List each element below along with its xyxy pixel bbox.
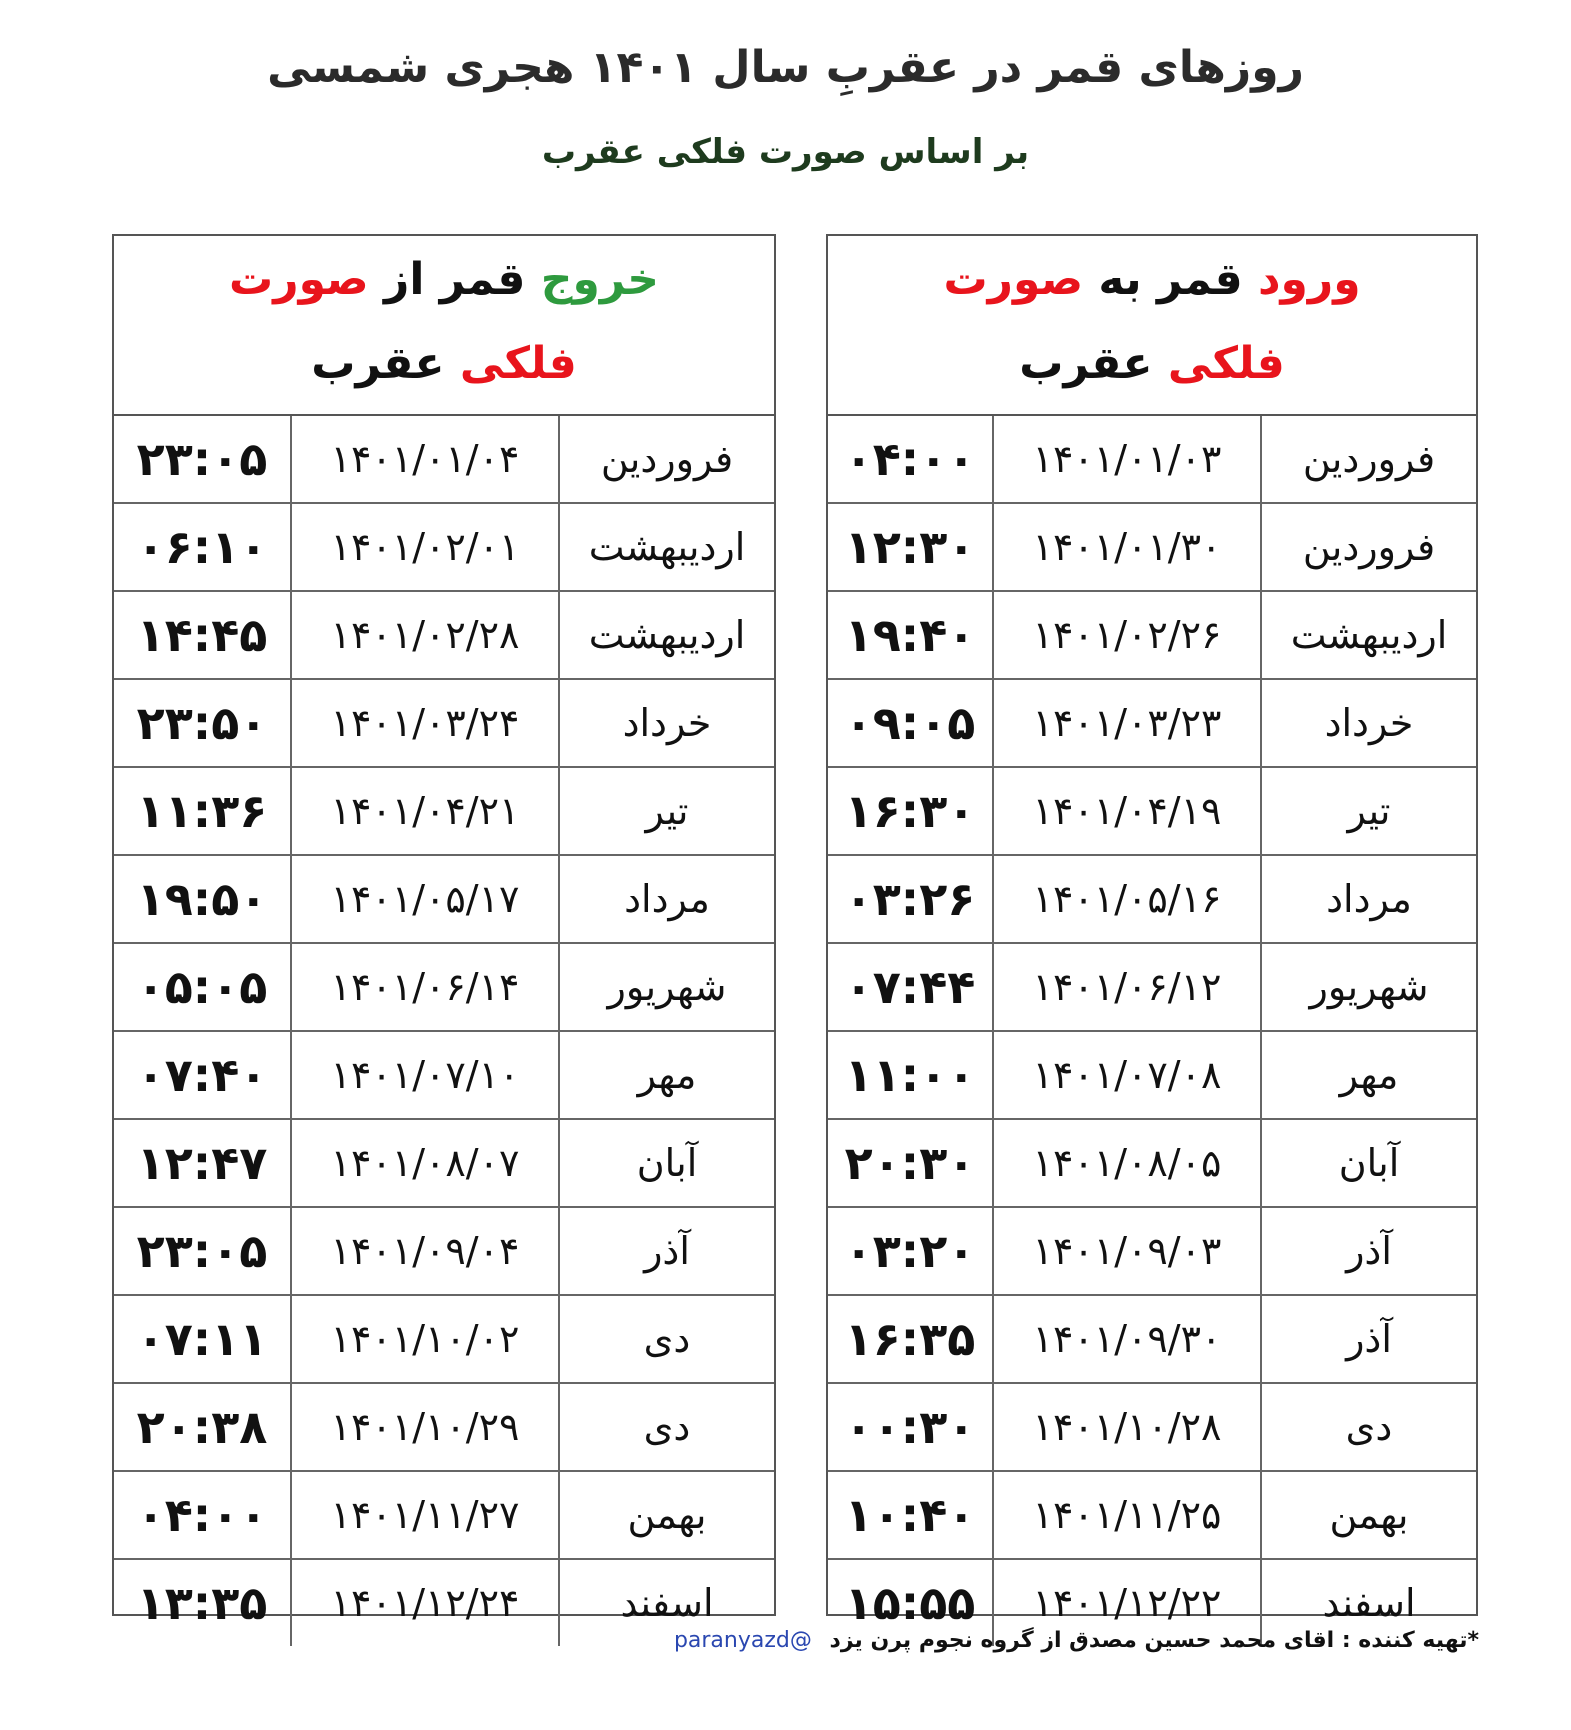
month-cell: اردیبهشت: [559, 591, 774, 679]
time-cell: ۱۲:۳۰: [828, 503, 993, 591]
entry-table-header: [828, 236, 1476, 416]
table-row: [114, 1119, 774, 1207]
table-row: [114, 1031, 774, 1119]
time-cell: ۰۳:۲۰: [828, 1207, 993, 1295]
table-row: [828, 1031, 1476, 1119]
date-cell: ۱۴۰۱/۰۹/۰۴: [291, 1207, 559, 1295]
exit-head-word2: قمر از: [384, 254, 526, 305]
table-row: [114, 503, 774, 591]
time-cell: ۱۹:۵۰: [114, 855, 291, 943]
table-row: [828, 1471, 1476, 1559]
time-cell: ۱۱:۳۶: [114, 767, 291, 855]
date-cell: ۱۴۰۱/۰۱/۰۴: [291, 416, 559, 503]
month-cell: آذر: [1261, 1295, 1476, 1383]
month-cell: مرداد: [559, 855, 774, 943]
table-row: [828, 1207, 1476, 1295]
table-row: [114, 943, 774, 1031]
month-cell: شهریور: [559, 943, 774, 1031]
table-row: [114, 1295, 774, 1383]
month-cell: آبان: [1261, 1119, 1476, 1207]
time-cell: ۱۰:۴۰: [828, 1471, 993, 1559]
time-cell: ۱۱:۰۰: [828, 1031, 993, 1119]
date-cell: ۱۴۰۱/۰۷/۱۰: [291, 1031, 559, 1119]
month-cell: آبان: [559, 1119, 774, 1207]
entry-table: [828, 416, 1476, 1646]
time-cell: ۰۴:۰۰: [828, 416, 993, 503]
month-cell: فروردین: [1261, 416, 1476, 503]
time-cell: ۱۲:۴۷: [114, 1119, 291, 1207]
date-cell: ۱۴۰۱/۱۱/۲۵: [993, 1471, 1261, 1559]
date-cell: ۱۴۰۱/۰۲/۲۶: [993, 591, 1261, 679]
time-cell: ۲۳:۵۰: [114, 679, 291, 767]
exit-table: [114, 416, 774, 1646]
date-cell: ۱۴۰۱/۰۲/۰۱: [291, 503, 559, 591]
date-cell: ۱۴۰۱/۰۹/۰۳: [993, 1207, 1261, 1295]
table-row: [828, 591, 1476, 679]
page-subtitle: بر اساس صورت فلکی عقرب: [541, 132, 1030, 172]
time-cell: ۲۳:۰۵: [114, 416, 291, 503]
time-cell: ۰۴:۰۰: [114, 1471, 291, 1559]
exit-head-word1: خروج: [540, 254, 659, 305]
month-cell: مهر: [559, 1031, 774, 1119]
date-cell: ۱۴۰۱/۱۰/۲۹: [291, 1383, 559, 1471]
time-cell: ۰۷:۱۱: [114, 1295, 291, 1383]
month-cell: بهمن: [1261, 1471, 1476, 1559]
time-cell: ۰۹:۰۵: [828, 679, 993, 767]
time-cell: ۲۰:۳۸: [114, 1383, 291, 1471]
date-cell: ۱۴۰۱/۰۶/۱۴: [291, 943, 559, 1031]
date-cell: ۱۴۰۱/۰۴/۱۹: [993, 767, 1261, 855]
month-cell: فروردین: [559, 416, 774, 503]
exit-head-word5: عقرب: [311, 338, 445, 389]
month-cell: فروردین: [1261, 503, 1476, 591]
month-cell: خرداد: [1261, 679, 1476, 767]
month-cell: شهریور: [1261, 943, 1476, 1031]
date-cell: ۱۴۰۱/۰۱/۰۳: [993, 416, 1261, 503]
table-row: [828, 679, 1476, 767]
date-cell: ۱۴۰۱/۰۵/۱۷: [291, 855, 559, 943]
date-cell: ۱۴۰۱/۰۱/۳۰: [993, 503, 1261, 591]
table-row: [828, 416, 1476, 503]
month-cell: تیر: [1261, 767, 1476, 855]
entry-head-word3: صورت: [943, 254, 1084, 305]
entry-head-word4: فلکی: [1167, 338, 1285, 389]
date-cell: ۱۴۰۱/۰۷/۰۸: [993, 1031, 1261, 1119]
month-cell: دی: [1261, 1383, 1476, 1471]
date-cell: ۱۴۰۱/۰۸/۰۷: [291, 1119, 559, 1207]
date-cell: ۱۴۰۱/۰۸/۰۵: [993, 1119, 1261, 1207]
exit-head-word4: فلکی: [459, 338, 577, 389]
table-row: [828, 1295, 1476, 1383]
time-cell: ۰۶:۱۰: [114, 503, 291, 591]
month-cell: دی: [559, 1383, 774, 1471]
page-title: روزهای قمر در عقربِ سال ۱۴۰۱ هجری شمسی: [267, 42, 1304, 93]
table-row: [114, 416, 774, 503]
table-row: [114, 591, 774, 679]
month-cell: آذر: [1261, 1207, 1476, 1295]
time-cell: ۰۷:۴۴: [828, 943, 993, 1031]
time-cell: ۰۵:۰۵: [114, 943, 291, 1031]
table-row: [114, 767, 774, 855]
date-cell: ۱۴۰۱/۰۳/۲۴: [291, 679, 559, 767]
entry-head-word2: قمر به: [1098, 254, 1243, 305]
time-cell: ۲۳:۰۵: [114, 1207, 291, 1295]
exit-head-word3: صورت: [229, 254, 369, 305]
month-cell: آذر: [559, 1207, 774, 1295]
table-row: [828, 855, 1476, 943]
month-cell: اسفند: [559, 1559, 774, 1646]
table-row: [828, 943, 1476, 1031]
date-cell: ۱۴۰۱/۰۲/۲۸: [291, 591, 559, 679]
table-row: [114, 1383, 774, 1471]
month-cell: مرداد: [1261, 855, 1476, 943]
exit-table-header: [114, 236, 774, 416]
table-row: [114, 855, 774, 943]
table-row: [828, 1383, 1476, 1471]
date-cell: ۱۴۰۱/۱۰/۰۲: [291, 1295, 559, 1383]
month-cell: اسفند: [1261, 1559, 1476, 1646]
month-cell: اردیبهشت: [1261, 591, 1476, 679]
time-cell: ۰۳:۲۶: [828, 855, 993, 943]
month-cell: بهمن: [559, 1471, 774, 1559]
date-cell: ۱۴۰۱/۱۲/۲۲: [993, 1559, 1261, 1646]
date-cell: ۱۴۰۱/۱۲/۲۴: [291, 1559, 559, 1646]
date-cell: ۱۴۰۱/۰۵/۱۶: [993, 855, 1261, 943]
month-cell: خرداد: [559, 679, 774, 767]
table-row: [114, 1207, 774, 1295]
table-row: [828, 503, 1476, 591]
time-cell: ۱۶:۳۵: [828, 1295, 993, 1383]
time-cell: ۱۵:۵۵: [844, 1576, 976, 1630]
date-cell: ۱۴۰۱/۱۱/۲۷: [291, 1471, 559, 1559]
date-cell: ۱۴۰۱/۰۴/۲۱: [291, 767, 559, 855]
entry-head-word5: عقرب: [1019, 338, 1153, 389]
footer-credit-text: *تهیه کننده : اقای محمد حسین مصدق از گروه نجوم پرن یزد: [829, 1628, 1479, 1653]
table-row: [828, 767, 1476, 855]
date-cell: ۱۴۰۱/۱۰/۲۸: [993, 1383, 1261, 1471]
month-cell: مهر: [1261, 1031, 1476, 1119]
time-cell: ۱۶:۳۰: [828, 767, 993, 855]
time-cell: ۰۰:۳۰: [828, 1383, 993, 1471]
table-row: [114, 1471, 774, 1559]
entry-table-panel: [826, 234, 1478, 1630]
date-cell: ۱۴۰۱/۰۳/۲۳: [993, 679, 1261, 767]
date-cell: ۱۴۰۱/۰۹/۳۰: [993, 1295, 1261, 1383]
table-row: [114, 679, 774, 767]
exit-table-panel: [112, 234, 776, 1630]
month-cell: تیر: [559, 767, 774, 855]
month-cell: اردیبهشت: [559, 503, 774, 591]
time-cell: ۰۷:۴۰: [114, 1031, 291, 1119]
time-cell: ۲۰:۳۰: [828, 1119, 993, 1207]
time-cell: ۱۴:۴۵: [114, 591, 291, 679]
time-cell: ۱۹:۴۰: [828, 591, 993, 679]
time-cell: ۱۳:۳۵: [136, 1576, 268, 1630]
entry-head-word1: ورود: [1257, 254, 1361, 305]
footer-handle[interactable]: @paranyazd: [673, 1628, 812, 1653]
footer-credit: [674, 1628, 1479, 1653]
date-cell: ۱۴۰۱/۰۶/۱۲: [993, 943, 1261, 1031]
table-row: [828, 1119, 1476, 1207]
month-cell: دی: [559, 1295, 774, 1383]
